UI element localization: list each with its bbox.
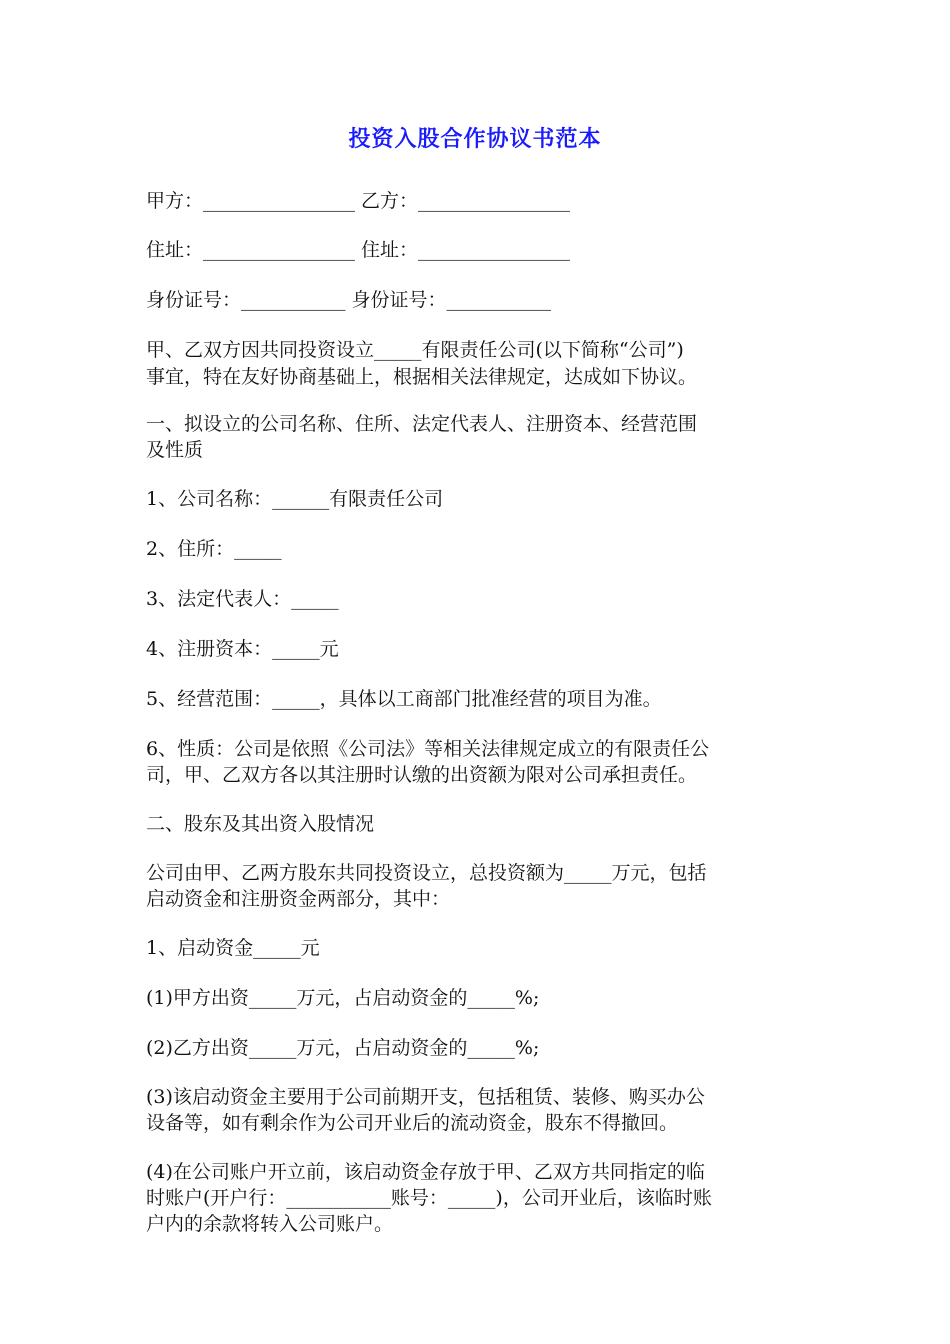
legal-representative-item: 3、法定代表人：_____ bbox=[146, 588, 339, 610]
party-a-contribution-item: (1)甲方出资_____万元，占启动资金的_____%; bbox=[146, 987, 540, 1009]
document-title: 投资入股合作协议书范本 bbox=[348, 127, 602, 152]
party-b-contribution-item: (2)乙方出资_____万元，占启动资金的_____%; bbox=[146, 1037, 540, 1059]
company-name-item: 1、公司名称：______有限责任公司 bbox=[146, 488, 444, 510]
capital-usage-item-line-1: (3)该启动资金主要用于公司前期开支，包括租赁、装修、购买办公 bbox=[146, 1086, 705, 1108]
company-nature-item-line-1: 6、性质：公司是依照《公司法》等相关法律规定成立的有限责任公 bbox=[146, 738, 710, 760]
party-names-line: 甲方：________________ 乙方：________________ bbox=[146, 190, 571, 212]
section-one-heading-line-1: 一、拟设立的公司名称、住所、法定代表人、注册资本、经营范围 bbox=[146, 413, 698, 435]
startup-capital-item: 1、启动资金_____元 bbox=[146, 937, 320, 959]
investment-paragraph-line-1: 公司由甲、乙两方股东共同投资设立，总投资额为_____万元，包括 bbox=[146, 862, 707, 884]
party-id-line: 身份证号：___________ 身份证号：___________ bbox=[146, 289, 552, 311]
section-one-heading-line-2: 及性质 bbox=[146, 439, 204, 461]
business-scope-item: 5、经营范围：_____，具体以工商部门批准经营的项目为准。 bbox=[146, 688, 662, 710]
company-nature-item-line-2: 司，甲、乙双方各以其注册时认缴的出资额为限对公司承担责任。 bbox=[146, 764, 698, 786]
capital-usage-item-line-2: 设备等，如有剩余作为公司开业后的流动资金，股东不得撤回。 bbox=[146, 1112, 679, 1134]
company-address-item: 2、住所：_____ bbox=[146, 538, 282, 560]
registered-capital-item: 4、注册资本：_____元 bbox=[146, 638, 339, 660]
temporary-account-item-line-3: 户内的余款将转入公司账户。 bbox=[146, 1213, 394, 1235]
party-address-line: 住址：________________ 住址：________________ bbox=[146, 239, 571, 261]
temporary-account-item-line-2: 时账户(开户行：___________账号：_____)，公司开业后，该临时账 bbox=[146, 1187, 712, 1209]
investment-paragraph-line-2: 启动资金和注册资金两部分，其中： bbox=[146, 888, 451, 910]
intro-paragraph-line-2: 事宜，特在友好协商基础上，根据相关法律规定，达成如下协议。 bbox=[146, 366, 698, 388]
temporary-account-item-line-1: (4)在公司账户开立前，该启动资金存放于甲、乙双方共同指定的临 bbox=[146, 1161, 705, 1183]
section-two-heading: 二、股东及其出资入股情况 bbox=[146, 813, 375, 835]
intro-paragraph-line-1: 甲、乙双方因共同投资设立_____有限责任公司(以下简称“公司”) bbox=[146, 339, 684, 361]
